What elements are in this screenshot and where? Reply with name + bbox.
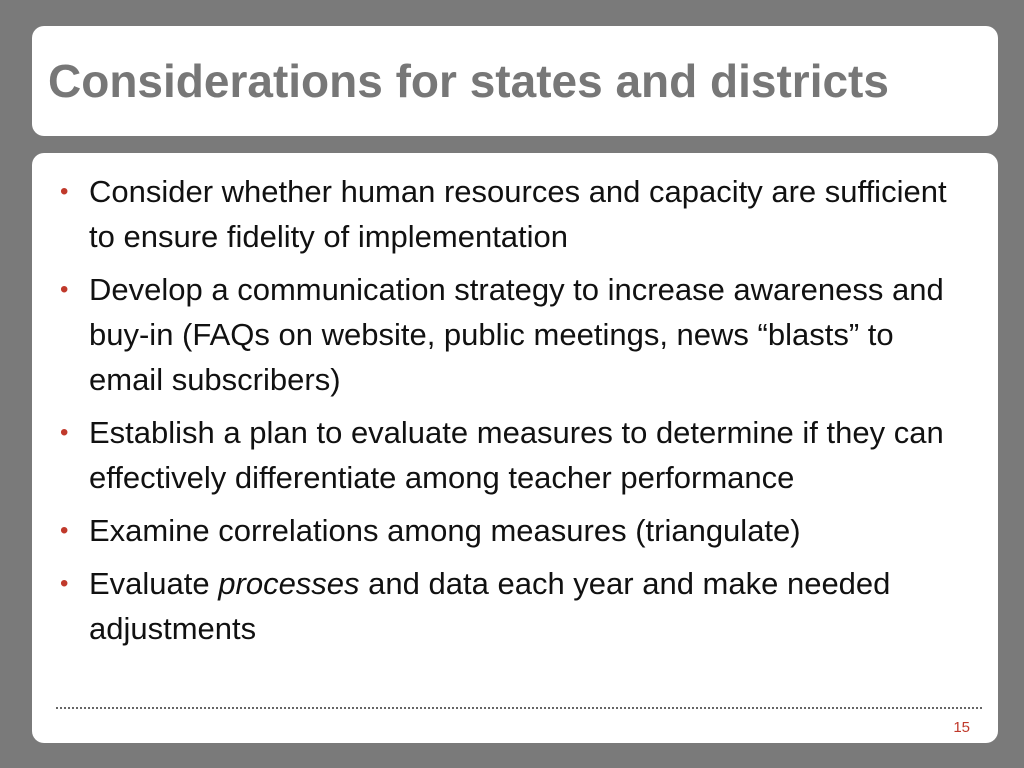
page-number: 15 [953, 719, 970, 736]
title-panel [32, 26, 998, 136]
bullet-text [89, 566, 890, 646]
bullet-icon: • [60, 419, 69, 446]
bullet-item [58, 267, 968, 402]
bullet-icon: • [60, 178, 69, 205]
bullet-icon: • [60, 517, 69, 544]
bullet-item [58, 410, 968, 500]
bullet-text-emphasis: processes [218, 566, 360, 601]
slide-title: Considerations for states and districts [48, 55, 889, 107]
footer-divider [56, 707, 982, 709]
bullet-icon: • [60, 570, 69, 597]
bullet-item [58, 561, 968, 651]
bullet-text: Develop a communication strategy to increase awareness and buy-in (FAQs on website, public meetings, news “blasts” to email subscribers) [89, 272, 944, 397]
bullet-text-post: and data each year and make needed adjustments [89, 566, 891, 646]
bullet-item [58, 169, 968, 259]
bullet-text: Consider whether human resources and capacity are sufficient to ensure fidelity of implementation [89, 174, 947, 254]
bullet-text-pre: Evaluate [89, 566, 219, 601]
bullet-text: Examine correlations among measures (triangulate) [89, 513, 801, 548]
content-panel [32, 153, 998, 743]
bullet-text: Establish a plan to evaluate measures to determine if they can effectively differentiate among teacher performance [89, 415, 944, 495]
bullet-item [58, 508, 968, 553]
bullet-list [58, 169, 968, 659]
bullet-icon: • [60, 276, 69, 303]
